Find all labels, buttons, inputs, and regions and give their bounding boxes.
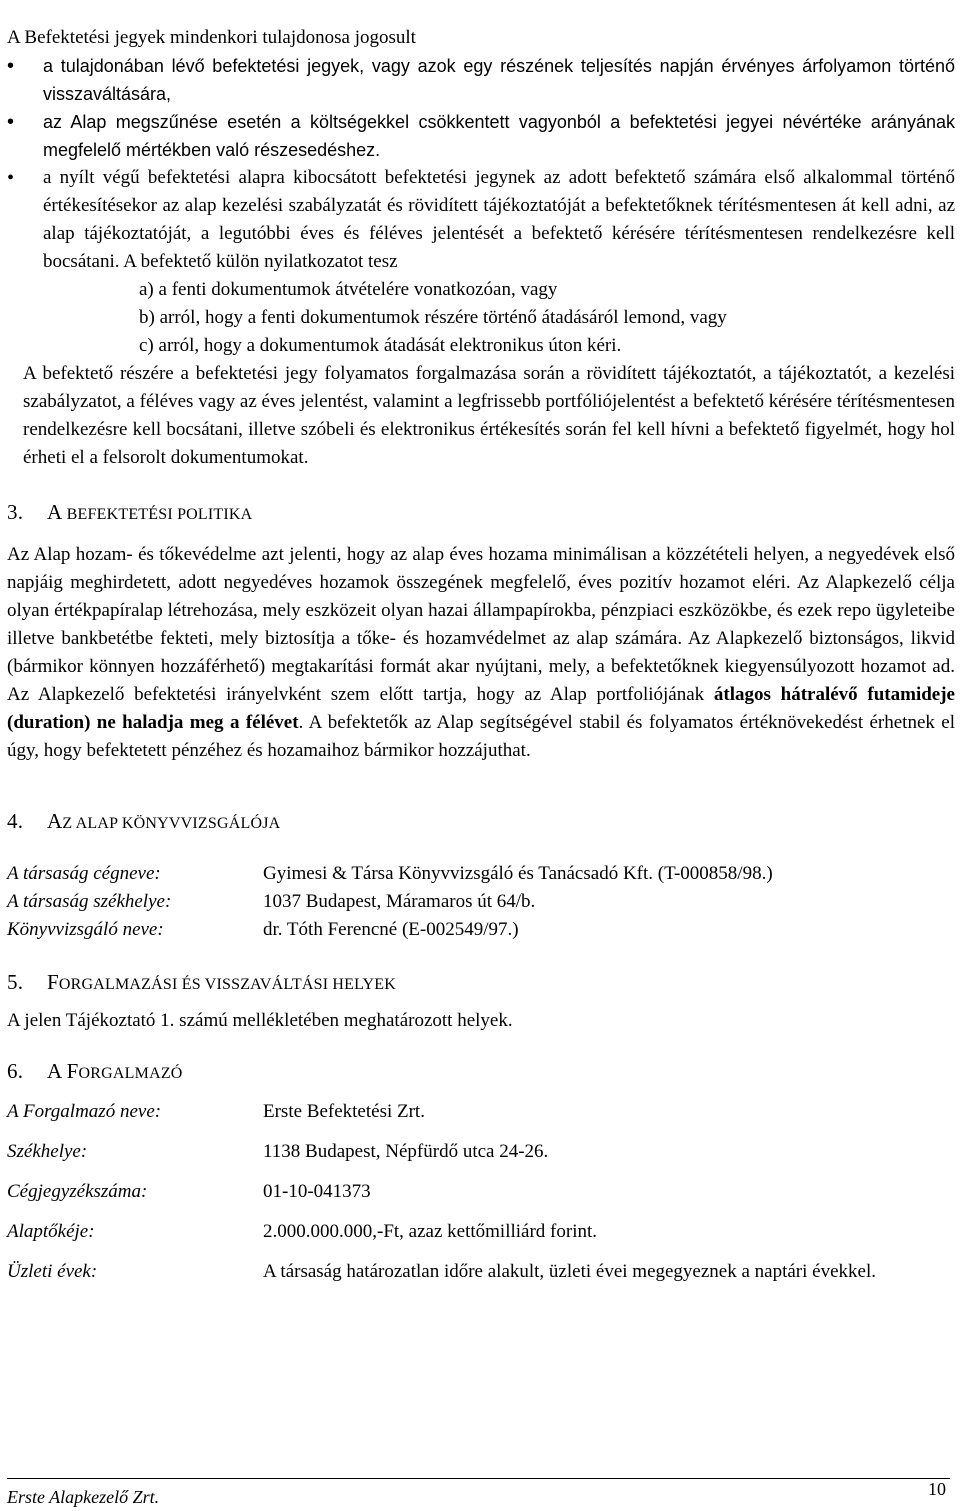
table-row: Üzleti évek: A társaság határozatlan időre alakult, üzleti évei megegyeznek a naptári évekkel. (7, 1261, 876, 1282)
option-b: b) arról, hogy a fenti dokumentumok részére történő átadásáról lemond, vagy (139, 307, 727, 328)
section-number: 5. (7, 970, 24, 994)
section-6-heading: 6. A FORGALMAZÓ (7, 1059, 183, 1083)
document-page (7, 24, 955, 1286)
section-5-heading: 5. FORGALMAZÁSI ÉS VISSZAVÁLTÁSI HELYEK (7, 970, 397, 994)
intro-closing: A befektető részére a befektetési jegy folyamatos forgalmazása során a rövidített tájékoztatót, a tájékoztatót, a kezelési szabályzatot, a féléves vagy az éves jelentést, valamint a legfrissebb portfóliójelentést a befektető kérésére térítésmentesen rendelkezésre kell bocsátani, illetve szóbeli és elektronikus értékesítés során fel kell hívni a befektető figyelmét, hogy hol érheti el a felsorolt dokumentumokat. (23, 363, 955, 468)
section-number: 3. (7, 500, 24, 524)
table-row: Könyvvizsgáló neve: dr. Tóth Ferencné (E-002549/97.) (7, 919, 519, 940)
section-3-heading: 3. A BEFEKTETÉSI POLITIKA (7, 500, 253, 524)
table-row: A társaság székhelye: 1037 Budapest, Máramaros út 64/b. (7, 891, 536, 912)
intro-lead: A Befektetési jegyek mindenkori tulajdonosa jogosult (7, 27, 416, 48)
rights-list (7, 52, 955, 360)
option-a: a) a fenti dokumentumok átvételére vonatkozóan, vagy (139, 279, 558, 300)
table-row: A társaság cégneve: Gyimesi & Társa Könyvvizsgáló és Tanácsadó Kft. (T-000858/98.) (7, 863, 773, 884)
list-item (7, 164, 955, 360)
section-number: 6. (7, 1059, 24, 1083)
list-item-text: a nyílt végű befektetési alapra kibocsátott befektetési jegynek az adott befektető számára első alkalommal történő értékesítésekor az alap kezelési szabályzatát és rövidített tájékoztatóját a befektetőknek térítésmentesen át kell adni, az alap tájékoztatóját, a legutóbbi éves és féléves jelentését a befektető kérésére térítésmentesen rendelkezésre kell bocsátani. A befektető külön nyilatkozatot tesz (43, 167, 955, 272)
section-number: 4. (7, 809, 24, 833)
declaration-options (7, 276, 955, 360)
list-item: • a tulajdonában lévő befektetési jegyek, vagy azok egy részének teljesítés napján érvényes árfolyamon történő visszaváltására, (7, 52, 955, 108)
list-item: • az Alap megszűnése esetén a költségekkel csökkentett vagyonból a befektetési jegyei névértéke arányának megfelelő mértékben való részesedéshez. (7, 108, 955, 164)
investment-policy-text: Az Alap hozam- és tőkevédelme azt jelenti, hogy az alap éves hozama minimálisan a közzétételi helyen, a negyedévek első napjáig meghirdetett, adott negyedéves hozamok összegének megfelelő, éves pozitív hozamot eléri. Az Alapkezelő célja olyan értékpapíralap létrehozása, mely eszközeit olyan hazai állampapírokba, pénzpiaci eszközökbe, és ezek repo ügyleteibe illetve bankbetétbe fekteti, mely biztosítja a tőke- és hozamvédelmet az alap számára. Az Alapkezelő biztonságos, likvid (bármikor könnyen hozzáférhető) megtakarítási formát akar nyújtani, mely, a befektetőknek kiegyensúlyozott hozamot ad. Az Alapkezelő befektetési irányelvként szem előtt tartja, hogy az Alap portfoliójának átlagos hátralévő futamideje (duration) ne haladja meg a félévet. A befektetők az Alap segítségével stabil és folyamatos értéknövekedést érhetnek el úgy, hogy befektetett pénzéhez és hozamaihoz bármikor hozzájuthat. (7, 544, 955, 761)
footer-company: Erste Alapkezelő Zrt. (7, 1487, 160, 1507)
duration-emphasis: átlagos hátralévő futamideje (duration) ne haladja meg a félévet (7, 684, 955, 733)
distributor-table (7, 1098, 955, 1286)
page-footer (7, 1478, 950, 1507)
table-row: Alaptőkéje: 2.000.000.000,-Ft, azaz kettőmilliárd forint. (7, 1221, 598, 1242)
option-c: c) arról, hogy a dokumentumok átadását elektronikus úton kéri. (139, 335, 622, 356)
table-row: Cégjegyzékszáma: 01-10-041373 (7, 1181, 371, 1202)
section-4-heading: 4. AZ ALAP KÖNYVVIZSGÁLÓJA (7, 809, 281, 833)
table-row: A Forgalmazó neve: Erste Befektetési Zrt. (7, 1101, 425, 1122)
page-number: 10 (928, 1479, 946, 1499)
auditor-table (7, 860, 955, 944)
distribution-places-text: A jelen Tájékoztató 1. számú mellékletében meghatározott helyek. (7, 1010, 513, 1031)
table-row: Székhelye: 1138 Budapest, Népfürdő utca 24-26. (7, 1141, 549, 1162)
